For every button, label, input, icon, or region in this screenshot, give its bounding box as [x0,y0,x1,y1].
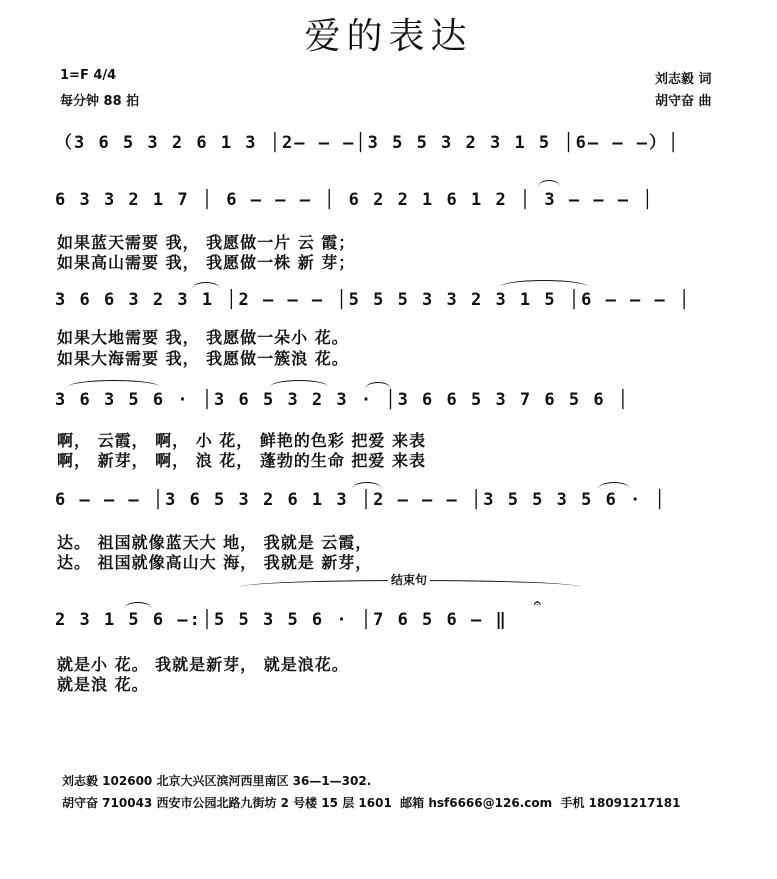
lyric-line-3b: 如果大海需要 我， 我愿做一簇浪 花。 [57,349,349,368]
fermata-icon: 𝄐 [534,596,541,610]
tempo-marking: 每分钟 88 拍 [60,94,140,109]
notation-line-4: 3 6 3 5 6 · │3 6 5 3 2 3 · │3 6 6 5 3 7 6 5 6 │ [55,390,631,410]
composer-address: 胡守奋 710043 西安市公园北路九街坊 2 号楼 15 层 1601 邮箱 hsf6666@126.com 手机 18091217181 [62,796,681,810]
ending-label: 结束句 [388,571,430,588]
slur [538,180,560,187]
lyric-line-3a: 如果大地需要 我， 我愿做一朵小 花。 [57,328,349,347]
notation-line-5: 6 — — — │3 6 5 3 2 6 1 3 │2 — — — │3 5 5 3 5 6 · │ [55,490,667,510]
lyric-line-4a: 啊， 云霞， 啊， 小 花， 鲜艳的色彩 把爱 来表 [57,431,426,450]
lyricist-address: 刘志毅 102600 北京大兴区滨河西里南区 36—1—302. [62,774,372,788]
composer-credit: 胡守奋 曲 [655,94,712,109]
song-title: 爱的表达 [304,16,473,57]
slur [124,602,152,609]
lyricist-credit: 刘志毅 词 [655,72,712,87]
notation-line-2: 6 3 3 2 1 7 │ 6 — — — │ 6 2 2 1 6 1 2 │ 3 — — — │ [55,190,655,210]
notation-line-1: （3 6 5 3 2 6 1 3 │2— — —│3 5 5 3 2 3 1 5 │6— — —）│ [55,133,681,153]
lyric-line-5a: 达。 祖国就像蓝天大 地， 我就是 云霞， [57,533,373,552]
lyric-line-5b: 达。 祖国就像高山大 海， 我就是 新芽， [57,553,373,572]
slur [365,382,391,389]
notation-line-3: 3 6 6 3 2 3 1 │2 — — — │5 5 5 3 3 2 3 1 5 │6 — — — │ [55,290,692,310]
notation-line-6: 2 3 1 5 6 —:│5 5 3 5 6 · │7 6 5 6 — ‖ [55,610,508,630]
lyric-line-6b: 就是浪 花。 [57,675,149,694]
slur [352,482,382,489]
slur [598,482,630,489]
key-signature: 1=F 4/4 [60,68,117,83]
lyric-line-6a: 就是小 花。 我就是新芽， 就是浪花。 [57,655,349,674]
slur [500,280,588,287]
slur [192,282,220,289]
slur [270,380,328,387]
lyric-line-2b: 如果高山需要 我， 我愿做一株 新 芽； [57,253,356,272]
slur [68,380,160,387]
lyric-line-4b: 啊， 新芽， 啊， 浪 花， 蓬勃的生命 把爱 来表 [57,451,426,470]
lyric-line-2a: 如果蓝天需要 我， 我愿做一片 云 霞； [57,233,356,252]
